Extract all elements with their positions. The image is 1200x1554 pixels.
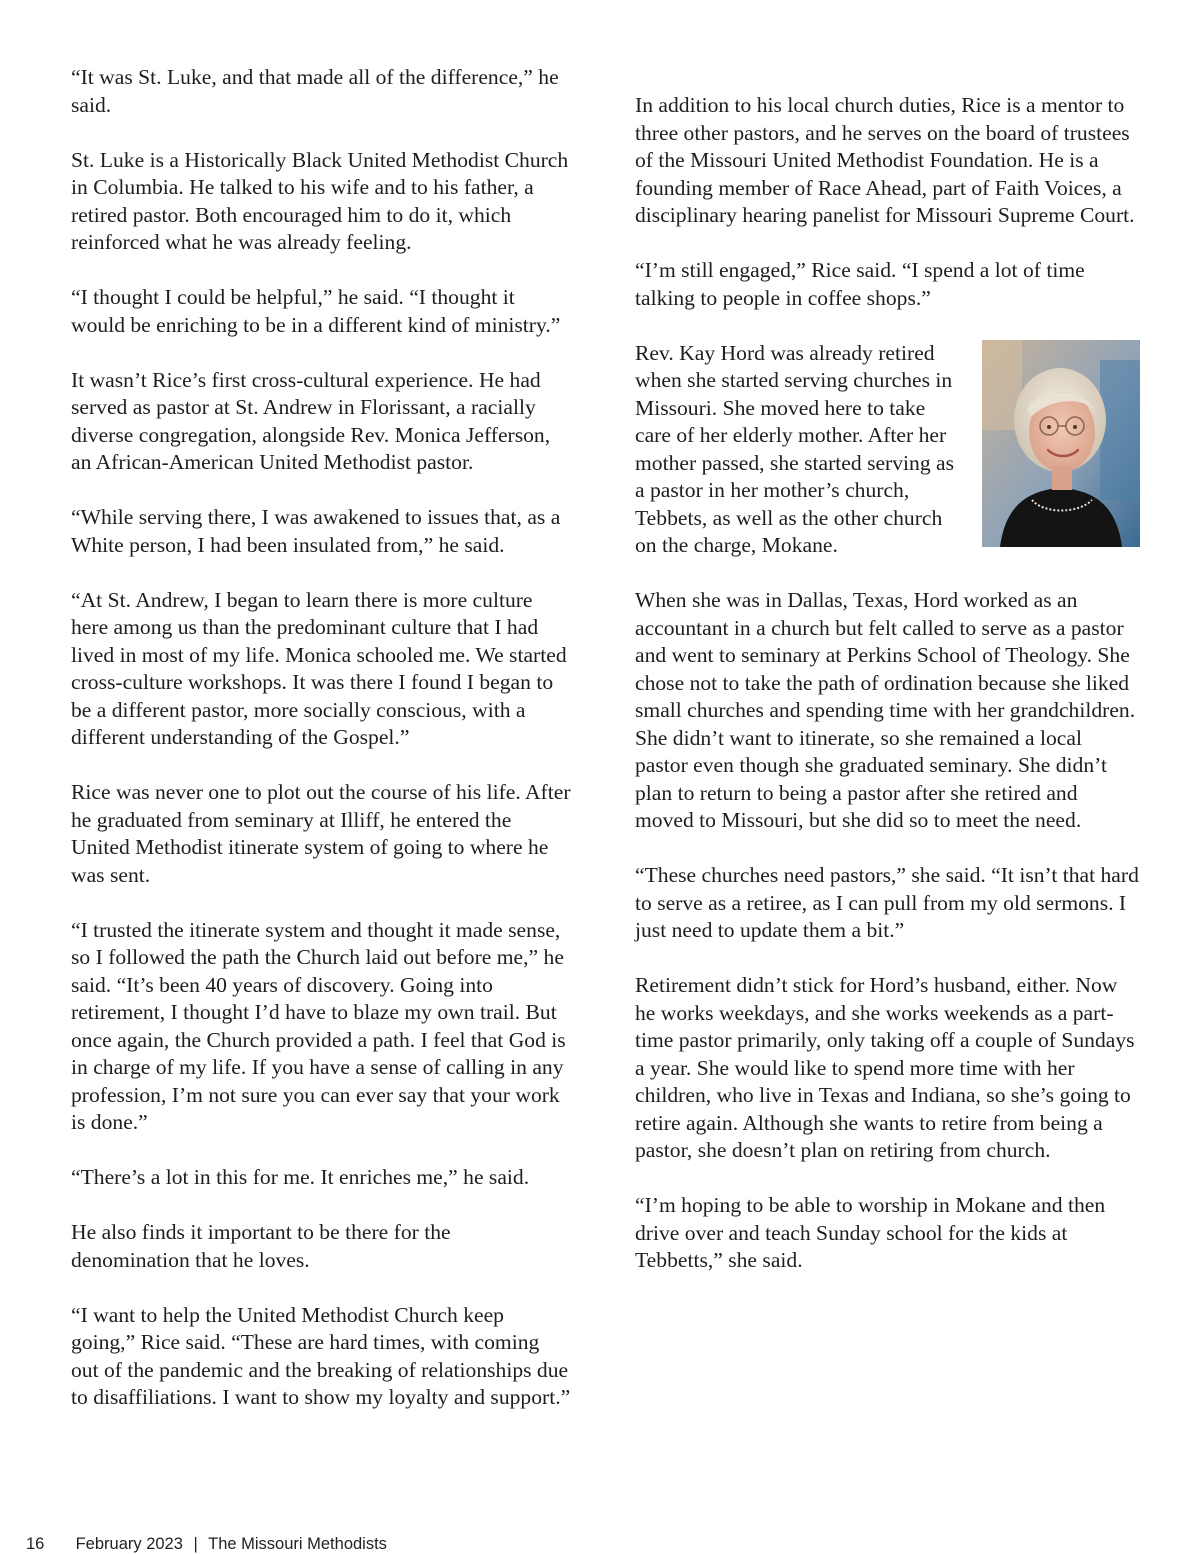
issue-date: February 2023 bbox=[75, 1535, 183, 1553]
paragraph: Rev. Kay Hord was already retired when she started serving churches in Missouri. She moved here to take care of her elderly mother. After her mother passed, she started serving as a pastor in her mother’s church, Tebbets, as well as the other church on the charge, Mokane. bbox=[635, 340, 955, 557]
left-column bbox=[71, 64, 571, 1439]
paragraph: “I want to help the United Methodist Church keep going,” Rice said. “These are hard times, with coming out of the pandemic and the breaking of relationships due to disaffiliations. I want to show my loyalty and support.” bbox=[71, 1302, 571, 1409]
paragraph: Rice was never one to plot out the course of his life. After he graduated from seminary at Illiff, he entered the United Methodist itinerate system of going to where he was sent. bbox=[71, 780, 571, 887]
paragraph: “I trusted the itinerate system and thought it made sense, so I followed the path the Church laid out before me,” he said. “It’s been 40 years of discovery. Going into retirement, I thought I’d have to blaze my own trail. But once again, the Church provided a path. I feel that God is in charge of my life. If you have a sense of calling in any profession, I’m not sure you can ever say that your work is done.” bbox=[71, 917, 566, 1134]
paragraph: “It was St. Luke, and that made all of the difference,” he said. bbox=[71, 65, 559, 117]
portrait-photo bbox=[982, 340, 1140, 547]
paragraph: In addition to his local church duties, Rice is a mentor to three other pastors, and he serves on the board of trustees of the Missouri United Methodist Foundation. He is a founding member of Race Ahead, part of Faith Voices, a disciplinary hearing panelist for Missouri Supreme Court. bbox=[635, 93, 1135, 227]
paragraph: “There’s a lot in this for me. It enriches me,” he said. bbox=[71, 1165, 530, 1189]
paragraph: It wasn’t Rice’s first cross-cultural experience. He had served as pastor at St. Andrew in Florissant, a racially diverse congregation, alongside Rev. Monica Jefferson, an African-American United Methodist pastor. bbox=[71, 367, 551, 474]
paragraph: St. Luke is a Historically Black United Methodist Church in Columbia. He talked to his wife and to his father, a retired pastor. Both encouraged him to do it, which reinforced what he was already feeling. bbox=[71, 147, 569, 254]
paragraph: He also finds it important to be there for the denomination that he loves. bbox=[71, 1220, 451, 1272]
publication-name: The Missouri Methodists bbox=[208, 1535, 387, 1553]
paragraph: “These churches need pastors,” she said. “It isn’t that hard to serve as a retiree, as I can pull from my old sermons. I just need to update them a bit.” bbox=[635, 863, 1139, 942]
paragraph: “At St. Andrew, I began to learn there is more culture here among us than the predominant culture that I had lived in most of my life. Monica schooled me. We started cross-culture workshops. It was there I found I began to be a different pastor, more socially conscious, with a different understanding of the Gospel.” bbox=[71, 587, 567, 749]
page-footer bbox=[26, 1535, 387, 1554]
paragraph: “I’m hoping to be able to worship in Mokane and then drive over and teach Sunday school for the kids at Tebbetts,” she said. bbox=[635, 1193, 1106, 1272]
paragraph: When she was in Dallas, Texas, Hord worked as an accountant in a church but felt called to serve as a pastor and went to seminary at Perkins School of Theology. She chose not to take the path of ordination because she liked small churches and spending time with her grandchildren. She didn’t want to itinerate, so she remained a local pastor even though she graduated seminary. She didn’t plan to return to being a pastor after she retired and moved to Missouri, but she did so to meet the need. bbox=[635, 588, 1136, 832]
paragraph: “I’m still engaged,” Rice said. “I spend a lot of time talking to people in coffee shops.” bbox=[635, 258, 1085, 310]
page-number: 16 bbox=[26, 1535, 45, 1553]
right-column bbox=[635, 92, 1140, 1302]
paragraph: Retirement didn’t stick for Hord’s husband, either. Now he works weekdays, and she works weekends as a part-time pastor primarily, only taking off a couple of Sundays a year. She would like to spend more time with her children, who live in Texas and Indiana, so she’s going to retire again. Although she wants to retire from being a pastor, she doesn’t plan on retiring from church. bbox=[635, 973, 1135, 1162]
paragraph: “I thought I could be helpful,” he said. “I thought it would be enriching to be in a different kind of ministry.” bbox=[71, 285, 561, 337]
footer-separator: | bbox=[193, 1535, 198, 1553]
paragraph: “While serving there, I was awakened to issues that, as a White person, I had been insulated from,” he said. bbox=[71, 505, 561, 557]
portrait-photo-icon bbox=[982, 340, 1140, 547]
